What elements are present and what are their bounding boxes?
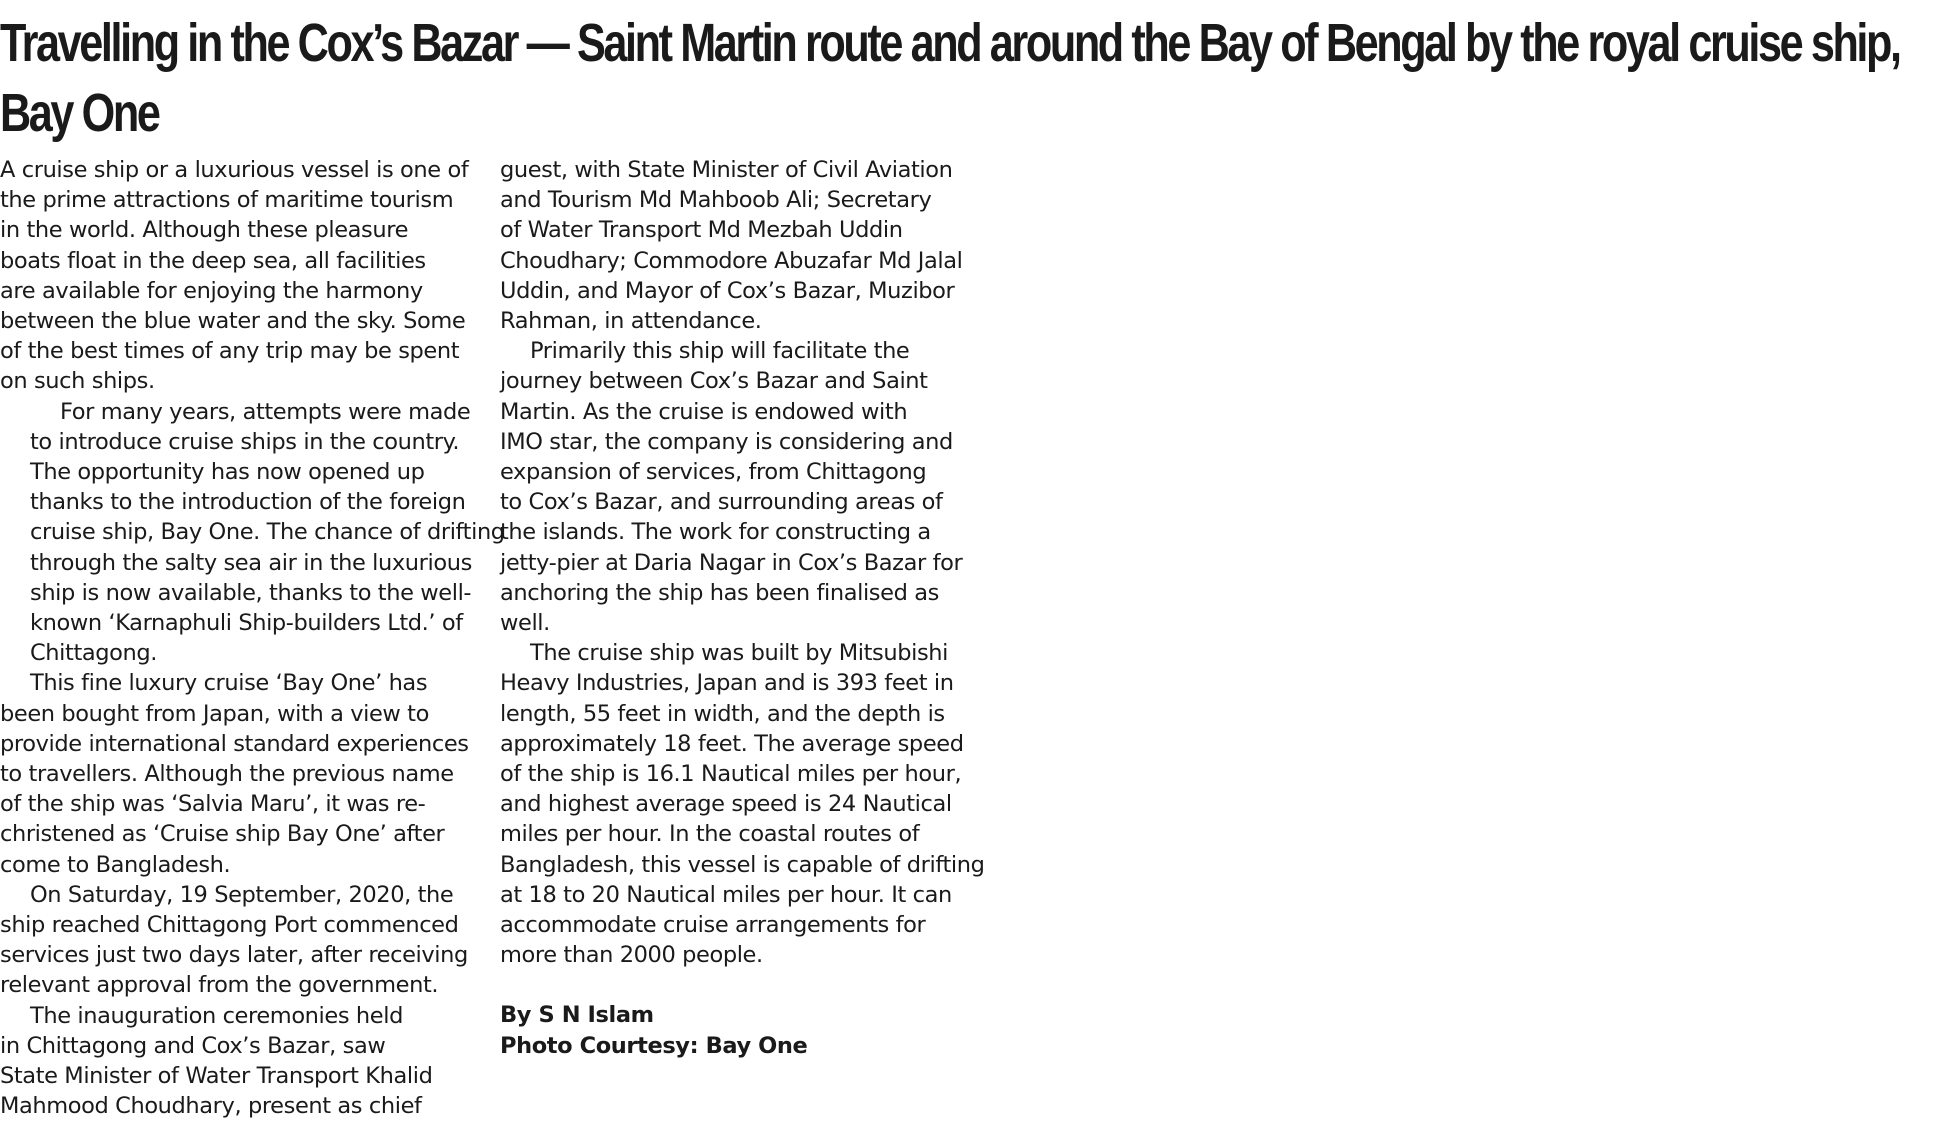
text-line: journey between Cox’s Bazar and Saint: [500, 368, 928, 395]
text-line: cruise ship, Bay One. The chance of drifting: [30, 519, 505, 546]
text-line: provide international standard experiences: [0, 730, 469, 757]
paragraph: [500, 336, 980, 638]
text-line: This fine luxury cruise ‘Bay One’ has: [30, 670, 428, 697]
text-line: are available for enjoying the harmony: [0, 277, 423, 304]
text-line: of the ship was ‘Salvia Maru’, it was re-: [0, 791, 426, 818]
text-line: Heavy Industries, Japan and is 393 feet in: [500, 670, 954, 697]
paragraph: [0, 668, 470, 879]
text-line: accommodate cruise arrangements for: [500, 912, 926, 939]
text-line: well.: [500, 610, 550, 637]
text-line: The cruise ship was built by Mitsubishi: [530, 640, 948, 667]
text-line: The opportunity has now opened up: [30, 459, 425, 486]
text-line: Chittagong.: [30, 640, 157, 667]
text-line: jetty-pier at Daria Nagar in Cox’s Bazar for: [500, 549, 963, 576]
text-line: Uddin, and Mayor of Cox’s Bazar, Muzibor: [500, 277, 955, 304]
text-line: Martin. As the cruise is endowed with: [500, 398, 908, 425]
photo-credit: Photo Courtesy: Bay One: [500, 1032, 808, 1059]
text-line: relevant approval from the government.: [0, 972, 439, 999]
article-column-left: [0, 155, 505, 1122]
paragraph: [0, 155, 470, 397]
text-line: services just two days later, after receiving: [0, 942, 468, 969]
text-line: A cruise ship or a luxurious vessel is one of: [0, 157, 469, 183]
text-line: been bought from Japan, with a view to: [0, 700, 429, 727]
text-line: Bangladesh, this vessel is capable of drifting: [500, 851, 985, 878]
text-line: length, 55 feet in width, and the depth is: [500, 700, 945, 727]
author-credit: By S N Islam: [500, 1002, 654, 1029]
text-line: at 18 to 20 Nautical miles per hour. It can: [500, 881, 952, 908]
text-line: come to Bangladesh.: [0, 851, 231, 878]
text-line: and highest average speed is 24 Nautical: [500, 791, 952, 818]
text-line: in Chittagong and Cox’s Bazar, saw: [0, 1032, 386, 1059]
text-line: between the blue water and the sky. Some: [0, 308, 466, 335]
text-line: in the world. Although these pleasure: [0, 217, 409, 244]
text-line: miles per hour. In the coastal routes of: [500, 821, 920, 848]
text-line: thanks to the introduction of the foreign: [30, 489, 466, 516]
text-line: IMO star, the company is considering and: [500, 428, 953, 455]
text-line: On Saturday, 19 September, 2020, the: [30, 881, 454, 908]
text-line: more than 2000 people.: [500, 942, 763, 969]
article-column-right: [500, 155, 985, 1061]
text-line: The inauguration ceremonies held: [30, 1002, 403, 1029]
text-line: Choudhary; Commodore Abuzafar Md Jalal: [500, 247, 963, 274]
text-line: christened as ‘Cruise ship Bay One’ after: [0, 821, 445, 848]
text-line: anchoring the ship has been finalised as: [500, 579, 939, 606]
paragraph: [500, 155, 980, 336]
text-line: State Minister of Water Transport Khalid: [0, 1063, 433, 1090]
text-line: and Tourism Md Mahboob Ali; Secretary: [500, 187, 932, 214]
text-line: known ‘Karnaphuli Ship-builders Ltd.’ of: [30, 610, 463, 637]
text-line: Primarily this ship will facilitate the: [530, 338, 910, 365]
text-line: to introduce cruise ships in the country.: [30, 428, 460, 455]
text-line: to Cox’s Bazar, and surrounding areas of: [500, 489, 943, 516]
article-headline: Travelling in the Cox’s Bazar — Saint Martin route and around the Bay of Bengal by the royal cruise ship, Bay One: [0, 13, 1900, 143]
paragraph: [500, 638, 985, 970]
paragraph: [0, 1001, 470, 1122]
text-line: For many years, attempts were made: [60, 398, 471, 425]
paragraph: [0, 397, 505, 669]
text-line: of Water Transport Md Mezbah Uddin: [500, 217, 903, 244]
text-line: guest, with State Minister of Civil Aviation: [500, 157, 953, 183]
text-line: Rahman, in attendance.: [500, 308, 762, 335]
text-line: boats float in the deep sea, all facilities: [0, 247, 426, 274]
text-line: ship is now available, thanks to the well-: [30, 579, 472, 606]
text-line: ship reached Chittagong Port commenced: [0, 912, 459, 939]
text-line: through the salty sea air in the luxurious: [30, 549, 472, 576]
text-line: expansion of services, from Chittagong: [500, 459, 927, 486]
text-line: on such ships.: [0, 368, 155, 395]
paragraph: [0, 880, 470, 1001]
text-line: of the best times of any trip may be spent: [0, 338, 460, 365]
text-line: Mahmood Choudhary, present as chief: [0, 1093, 422, 1120]
text-line: the prime attractions of maritime tourism: [0, 187, 454, 214]
text-line: approximately 18 feet. The average speed: [500, 730, 964, 757]
text-line: of the ship is 16.1 Nautical miles per hour,: [500, 761, 962, 788]
byline: [500, 1000, 980, 1060]
text-line: to travellers. Although the previous name: [0, 761, 454, 788]
text-line: the islands. The work for constructing a: [500, 519, 931, 546]
